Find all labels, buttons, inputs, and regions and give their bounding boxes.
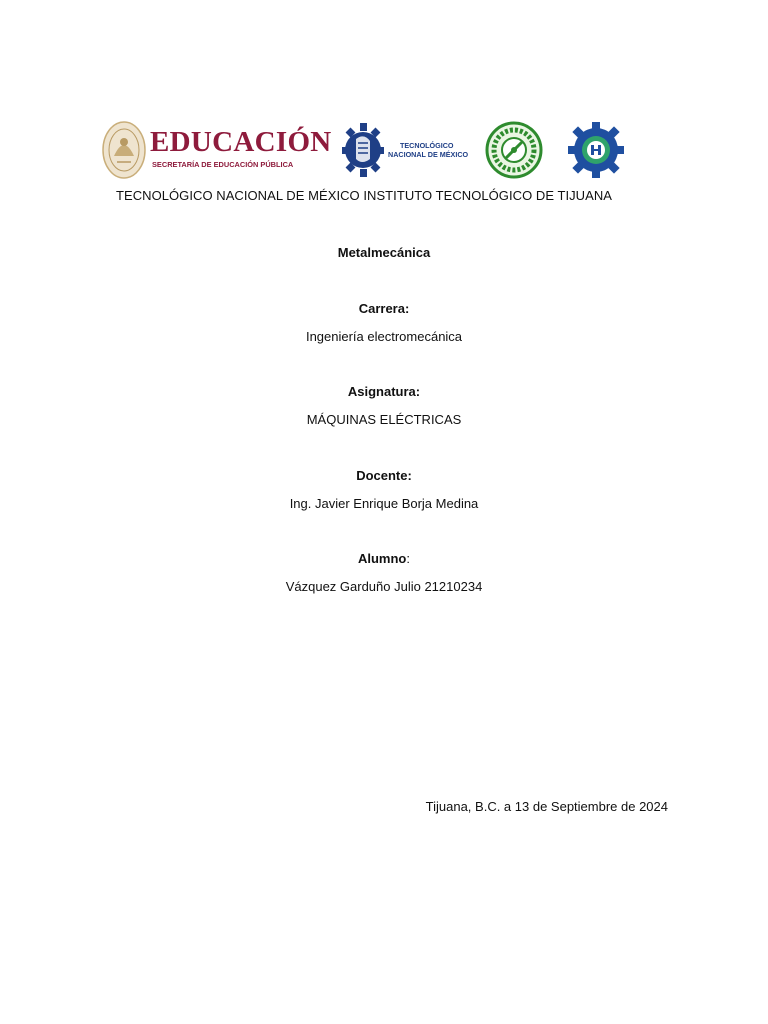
carrera-value: Ingeniería electromecánica [305,329,463,344]
tecnm-logo [342,119,472,181]
mexico-coat-of-arms-icon [103,122,145,178]
tecnm-logo-line2: NACIONAL DE MÉXICO [388,150,469,159]
sep-logo-title: EDUCACIÓN [150,126,332,158]
institute-seal-icon [476,120,552,180]
asignatura-label: Asignatura: [347,384,421,399]
alumno-label: Alumno [357,551,407,566]
tecnm-gear-head-icon [342,123,384,177]
asignatura-value: MÁQUINAS ELÉCTRICAS [306,412,462,427]
docente-label: Docente: [356,468,412,483]
subject-area: Metalmecánica [337,245,431,260]
logo-strip [100,118,640,182]
institution-name: TECNOLÓGICO NACIONAL DE MÉXICO INSTITUTO TECNOLÓGICO DE TIJUANA [115,188,612,203]
sep-logo-subtitle: SECRETARÍA DE EDUCACIÓN PÚBLICA [152,160,294,169]
carrera-label: Carrera: [358,301,410,316]
alumno-colon: : [406,551,410,566]
sep-educacion-logo [100,118,334,182]
alumno-value: Vázquez Garduño Julio 21210234 [285,579,483,594]
tecnm-logo-line1: TECNOLÓGICO [400,141,454,150]
date-line: Tijuana, B.C. a 13 de Septiembre de 2024 [425,799,668,814]
alumno-heading [0,551,768,566]
docente-value: Ing. Javier Enrique Borja Medina [289,496,479,511]
gear-seal-icon [556,120,636,180]
